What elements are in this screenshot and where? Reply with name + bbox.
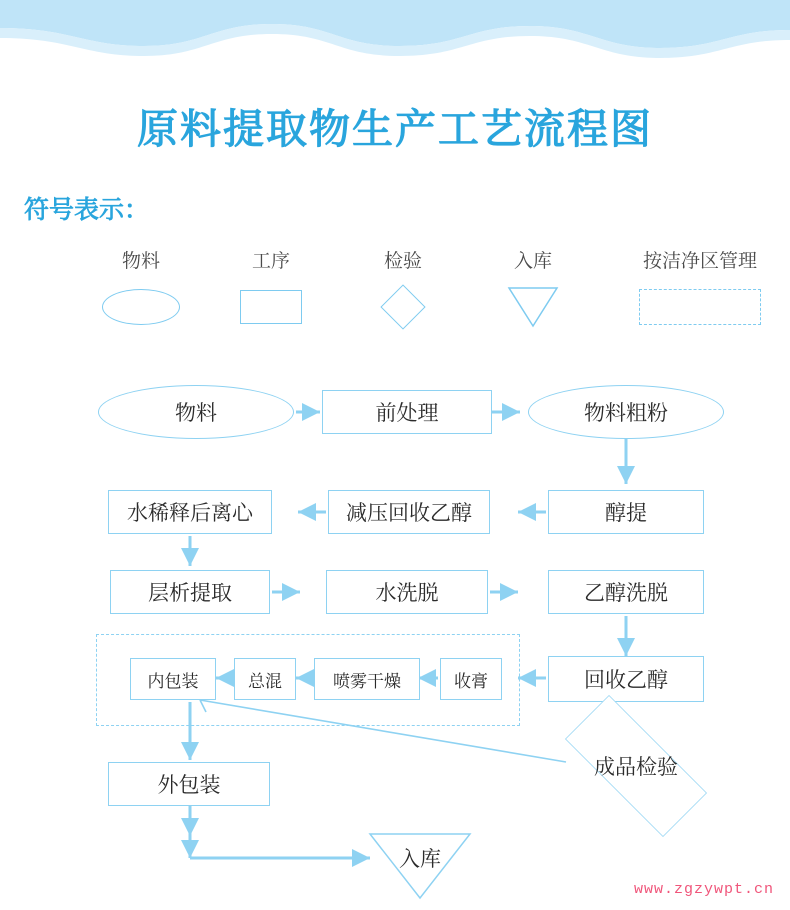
watermark: www.zgzywpt.cn — [633, 881, 774, 898]
node-warehousing[interactable] — [368, 832, 472, 900]
node-inner-packaging[interactable] — [130, 658, 216, 700]
node-label: 外包装 — [157, 774, 221, 797]
node-label: 回收乙醇 — [584, 669, 668, 692]
node-ethanol-elution[interactable] — [548, 570, 704, 614]
node-label: 喷雾干燥 — [333, 671, 401, 691]
legend-label-inspection: 检验 — [383, 251, 422, 272]
legend-label-process: 工序 — [251, 251, 290, 272]
node-vacuum-ethanol-recovery[interactable] — [328, 490, 490, 534]
node-label: 水稀释后离心 — [127, 502, 253, 525]
node-label: 成品检验 — [594, 756, 678, 779]
legend-title: 符号表示： — [24, 196, 150, 224]
legend-label-clean-area: 按洁净区管理 — [642, 251, 757, 272]
node-chromatography-extraction[interactable] — [110, 570, 270, 614]
node-water-dilution-centrifuge[interactable] — [108, 490, 272, 534]
node-material[interactable] — [98, 385, 294, 439]
node-label: 内包装 — [147, 671, 199, 691]
legend-label-material: 物料 — [121, 251, 160, 272]
node-finished-product-inspection[interactable] — [538, 722, 734, 810]
node-label: 收膏 — [454, 671, 488, 691]
node-alcohol-extraction[interactable] — [548, 490, 704, 534]
page-title: 原料提取物生产工艺流程图 — [137, 106, 653, 152]
node-spray-drying[interactable] — [314, 658, 420, 700]
node-label: 物料 — [175, 402, 217, 425]
node-outer-packaging[interactable] — [108, 762, 270, 806]
node-label: 层析提取 — [148, 582, 232, 605]
node-paste-collection[interactable] — [440, 658, 502, 700]
node-ethanol-recovery[interactable] — [548, 656, 704, 702]
node-label: 物料粗粉 — [584, 402, 668, 425]
node-coarse-powder[interactable] — [528, 385, 724, 439]
node-label: 减压回收乙醇 — [346, 502, 472, 525]
node-label: 入库 — [399, 848, 441, 871]
node-label: 前处理 — [375, 402, 439, 425]
node-total-mixing[interactable] — [234, 658, 296, 700]
legend-label-warehouse: 入库 — [513, 251, 552, 272]
node-label: 醇提 — [605, 502, 647, 525]
node-water-elution[interactable] — [326, 570, 488, 614]
node-label: 乙醇洗脱 — [584, 582, 668, 605]
node-label: 总混 — [248, 671, 282, 691]
node-label: 水洗脱 — [375, 582, 439, 605]
node-pretreatment[interactable] — [322, 390, 492, 434]
